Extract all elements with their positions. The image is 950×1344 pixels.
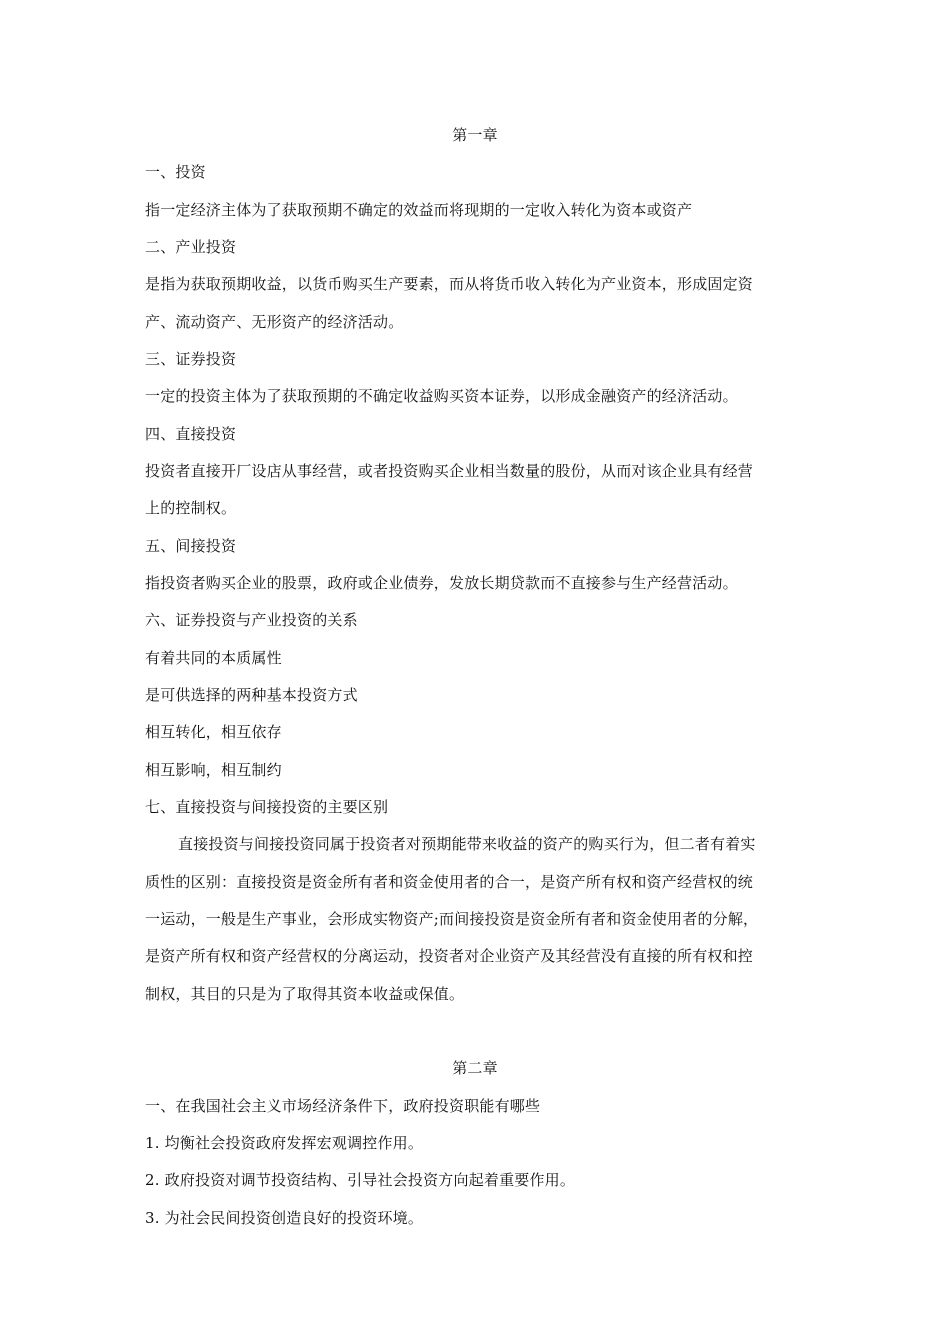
section-3-heading: 三、证券投资 bbox=[145, 350, 237, 368]
section-1-heading: 一、投资 bbox=[145, 163, 206, 181]
section-7-text-line: 一运动，一般是生产事业，会形成实物资产;而间接投资是资金所有者和资金使用者的分解， bbox=[145, 910, 759, 928]
section-2-text-line: 是指为获取预期收益，以货币购买生产要素，而从将货币收入转化为产业资本，形成固定资 bbox=[145, 275, 754, 293]
section-7-text-line: 制权，其目的只是为了取得其资本收益或保值。 bbox=[145, 985, 465, 1003]
section-2-text-line: 产、流动资产、无形资产的经济活动。 bbox=[145, 313, 404, 331]
section-1-text-line: 指一定经济主体为了获取预期不确定的效益而将现期的一定收入转化为资本或资产 bbox=[145, 201, 693, 219]
section-7-text-line: 直接投资与间接投资同属于投资者对预期能带来收益的资产的购买行为，但二者有着实 bbox=[178, 835, 756, 853]
section-2-heading: 二、产业投资 bbox=[145, 238, 237, 256]
section-7-text-line: 是资产所有权和资产经营权的分离运动，投资者对企业资产及其经营没有直接的所有权和控 bbox=[145, 947, 754, 965]
section-6-point: 相互转化，相互依存 bbox=[145, 723, 282, 741]
section-4-heading: 四、直接投资 bbox=[145, 425, 237, 443]
question-1-item: 2. 政府投资对调节投资结构、引导社会投资方向起着重要作用。 bbox=[145, 1171, 576, 1189]
section-6-point: 有着共同的本质属性 bbox=[145, 649, 282, 667]
section-5-heading: 五、间接投资 bbox=[145, 537, 237, 555]
question-1-item: 3. 为社会民间投资创造良好的投资环境。 bbox=[145, 1209, 424, 1227]
chapter-2-title: 第二章 bbox=[452, 1059, 498, 1077]
section-7-text-line: 质性的区别：直接投资是资金所有者和资金使用者的合一，是资产所有权和资产经营权的统 bbox=[145, 873, 754, 891]
section-4-text-line: 上的控制权。 bbox=[145, 499, 237, 517]
section-6-point: 相互影响，相互制约 bbox=[145, 761, 282, 779]
section-6-heading: 六、证券投资与产业投资的关系 bbox=[145, 611, 358, 629]
section-3-text-line: 一定的投资主体为了获取预期的不确定收益购买资本证券，以形成金融资产的经济活动。 bbox=[145, 387, 738, 405]
question-1-heading: 一、在我国社会主义市场经济条件下，政府投资职能有哪些 bbox=[145, 1097, 541, 1115]
section-5-text-line: 指投资者购买企业的股票，政府或企业债券，发放长期贷款而不直接参与生产经营活动。 bbox=[145, 574, 738, 592]
question-1-item: 1. 均衡社会投资政府发挥宏观调控作用。 bbox=[145, 1134, 424, 1152]
section-6-point: 是可供选择的两种基本投资方式 bbox=[145, 686, 358, 704]
chapter-1-title: 第一章 bbox=[452, 126, 498, 144]
section-7-heading: 七、直接投资与间接投资的主要区别 bbox=[145, 798, 389, 816]
section-4-text-line: 投资者直接开厂设店从事经营，或者投资购买企业相当数量的股份，从而对该企业具有经营 bbox=[145, 462, 754, 480]
